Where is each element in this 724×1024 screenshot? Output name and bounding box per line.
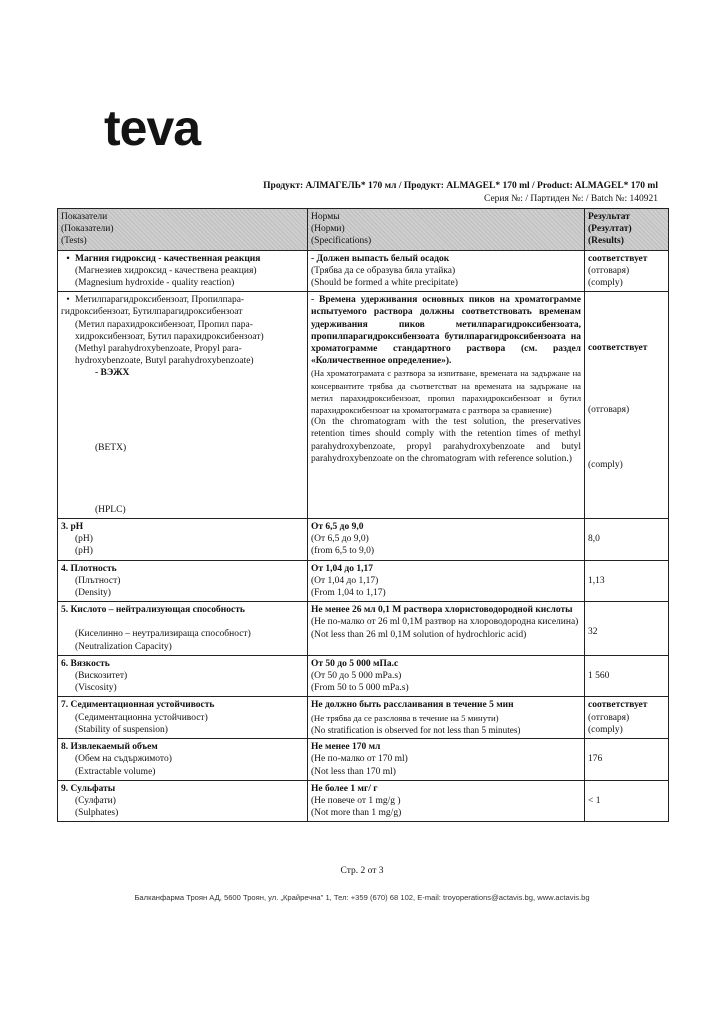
test-name-bg: (Сулфати): [75, 795, 116, 806]
test-name-ru: 9. Сульфаты: [61, 783, 116, 794]
result-value: 1 560: [588, 670, 610, 681]
header-tests-en: (Tests): [61, 236, 87, 247]
spec-en: (From 1,04 to 1,17): [311, 588, 386, 599]
test-name-ru: 3. рН: [61, 522, 84, 533]
result-bg: (отговаря): [588, 712, 630, 723]
test-name-bg: (Вискозитет): [75, 671, 128, 682]
method-en: (HPLC): [95, 504, 126, 515]
result-cell: [585, 655, 669, 697]
spec-en: (On the chromatogram with the test solution, the preservatives retention times should comply with the retention times of methyl parahydroxybenzoate, propyl parahydroxybenzoate and butyl parahydroxybenzoate on the chromatogram with reference solution.): [311, 417, 581, 464]
test-cell: [58, 655, 308, 697]
test-name-ru: 5. Кислото – нейтрализующая способность: [61, 605, 245, 616]
table-row: [58, 519, 669, 561]
test-name-en: (Sulphates): [75, 808, 119, 819]
test-name-bg: (Метил парахидроксибензоат, Пропил пара-хидроксибензоат, Бутил парахидроксибензоат): [75, 319, 264, 342]
spec-bg: (Не трябва да се разслоява в течение на 5 минути): [311, 712, 499, 723]
table-row: [58, 292, 669, 519]
spec-cell: [308, 697, 585, 739]
result-value: 8,0: [588, 534, 600, 545]
result-value: 176: [588, 754, 603, 765]
result-cell: [585, 697, 669, 739]
table-header-row: [58, 209, 669, 251]
test-cell: [58, 602, 308, 656]
test-name-bg: (Обем на съдържимото): [75, 754, 172, 765]
test-name-bg: (Киселинно – неутрализираща способност): [75, 629, 251, 640]
spec-ru: Не менее 170 мл: [311, 742, 381, 753]
test-cell: [58, 739, 308, 781]
spec-cell: [308, 780, 585, 822]
result-cell: [585, 519, 669, 561]
result-value: 32: [588, 627, 598, 638]
header-results: [585, 209, 669, 251]
test-name-ru: 8. Извлекаемый объем: [61, 742, 158, 753]
header-specs: [308, 209, 585, 251]
header-results-en: (Results): [588, 236, 624, 247]
result-value: 1,13: [588, 575, 605, 586]
test-cell: [58, 780, 308, 822]
result-cell: [585, 560, 669, 602]
test-name-en: (Magnesium hydroxide - quality reaction): [75, 278, 235, 289]
spec-en: (Not less than 170 ml): [311, 766, 396, 777]
test-name-bg: (Магнезиев хидроксид - качествена реакция): [75, 265, 257, 276]
test-cell: [58, 560, 308, 602]
header-specs-ru: Нормы: [311, 212, 340, 222]
bullet-icon: •: [66, 253, 70, 264]
result-bg: (отговаря): [588, 405, 630, 416]
spec-ru: От 6,5 до 9,0: [311, 522, 364, 533]
result-cell: [585, 250, 669, 292]
spec-cell: [308, 655, 585, 697]
test-name-ru: Метилпарагидроксибензоат, Пропилпара-гидроксибензоат, Бутилпарагидроксибензоат: [61, 295, 245, 318]
spec-cell: [308, 739, 585, 781]
company-address: Балканфарма Троян АД, 5600 Троян, ул. „Крайречна" 1, Тел: +359 (670) 68 102, E-mail: troyoperations@actavis.bg, www.actavis.bg: [134, 893, 590, 902]
test-name-en: (Methyl parahydroxybenzoate, Propyl para-hydroxybenzoate, Butyl parahydroxybenzoate): [75, 344, 254, 367]
batch-line: Серия №: / Партиден №: / Batch №: 140921: [484, 194, 658, 204]
spec-bg: (Не по-малко от 170 ml): [311, 754, 408, 765]
test-name-bg: (Седиментационна устойчивост): [75, 712, 208, 723]
header-results-bg: (Резултат): [588, 224, 632, 235]
spec-bg: (От 50 до 5 000 mPa.s): [311, 671, 402, 682]
header-results-ru: Результат: [588, 212, 630, 222]
spec-ru: Не должно быть расслаивания в течение 5 мин: [311, 700, 514, 711]
result-value: < 1: [588, 795, 601, 806]
test-name-en: (Viscosity): [75, 683, 117, 694]
header-tests-ru: Показатели: [61, 212, 108, 222]
header-specs-bg: (Норми): [311, 224, 345, 235]
test-name-ru: 6. Вязкость: [61, 658, 110, 669]
spec-en: (Not less than 26 ml 0,1M solution of hydrochloric acid): [311, 629, 527, 640]
method-bg: (ВЕТХ): [95, 442, 127, 453]
test-name-ru: 7. Седиментационная устойчивость: [61, 700, 215, 711]
spec-bg: (Не по-малко от 26 ml 0,1M разтвор на хлороводородна киселина): [311, 617, 579, 628]
spec-en: (No stratification is observed for not less than 5 minutes): [311, 724, 521, 735]
test-name-en: (Neutralization Capacity): [75, 641, 172, 652]
test-cell: [58, 697, 308, 739]
spec-cell: [308, 519, 585, 561]
result-cell: [585, 292, 669, 519]
spec-bg: (Трябва да се образува бяла утайка): [311, 265, 456, 276]
table-row: [58, 250, 669, 292]
test-name-en: (pH): [75, 546, 93, 557]
teva-logo: teva: [104, 100, 201, 156]
spec-cell: [308, 602, 585, 656]
test-cell: [58, 250, 308, 292]
table-row: [58, 655, 669, 697]
header-tests-bg: (Показатели): [61, 224, 114, 235]
page-number: Стр. 2 от 3: [340, 866, 384, 876]
specification-table: [57, 208, 669, 822]
bullet-icon: •: [66, 295, 70, 306]
table-row: [58, 780, 669, 822]
result-cell: [585, 602, 669, 656]
header-specs-en: (Specifications): [311, 236, 372, 247]
spec-en: (Not more than 1 mg/g): [311, 808, 402, 819]
result-ru: соответствует: [588, 343, 648, 354]
test-cell: [58, 292, 308, 519]
test-name-ru: 4. Плотность: [61, 563, 117, 574]
result-cell: [585, 780, 669, 822]
spec-bg: (От 6,5 до 9,0): [311, 534, 369, 545]
result-cell: [585, 739, 669, 781]
spec-cell: [308, 560, 585, 602]
test-name-en: (Stability of suspension): [75, 724, 168, 735]
spec-cell: [308, 292, 585, 519]
spec-bg: (Не повече от 1 mg/g ): [311, 795, 401, 806]
spec-en: (from 6,5 to 9,0): [311, 546, 375, 557]
table-row: [58, 560, 669, 602]
header-tests: [58, 209, 308, 251]
product-line: Продукт: АЛМАГЕЛЬ* 170 мл / Продукт: ALMAGEL* 170 ml / Product: ALMAGEL* 170 ml: [263, 181, 658, 191]
spec-ru: - Времена удерживания основных пиков на хроматограмме испытуемого раствора должны соответствовать временам удерживания пиков метилпарагидроксибензоата, пропилпарагидроксибензоата бутилпарагидроксибензоата на хроматограмме стандартного раствора (см. раздел «Количественное определение»).: [311, 295, 581, 367]
result-ru: соответствует: [588, 700, 648, 711]
table-row: [58, 602, 669, 656]
table-row: [58, 697, 669, 739]
spec-bg: (От 1,04 до 1,17): [311, 575, 379, 586]
spec-en: (Should be formed a white precipitate): [311, 278, 458, 289]
spec-en: (From 50 to 5 000 mPa.s): [311, 683, 409, 694]
test-name-ru: Магния гидроксид - качественная реакция: [75, 253, 261, 264]
result-bg: (отговаря): [588, 265, 630, 276]
result-en: (comply): [588, 278, 623, 289]
test-name-bg: (pH): [75, 534, 93, 545]
result-en: (comply): [588, 459, 623, 470]
spec-ru: От 50 до 5 000 мПа.с: [311, 658, 399, 669]
test-name-en: (Extractable volume): [75, 766, 156, 777]
spec-ru: От 1,04 до 1,17: [311, 563, 373, 574]
method-ru: - ВЭЖХ: [95, 368, 130, 379]
spec-ru: Не более 1 мг/ г: [311, 783, 378, 794]
result-ru: соответствует: [588, 253, 648, 264]
result-en: (comply): [588, 724, 623, 735]
spec-bg: (На хроматограмата с разтвора за изпитване, времената на задържане на консервантите трябва да съответстват на времената на задържане на метил парахидроксибензоат, пропил парахидроксибензоат и бутил парахидроксибензоат на хроматограмата с разтвора за сравнение): [311, 368, 581, 416]
spec-ru: Не менее 26 мл 0,1 М раствора хлористоводородной кислоты: [311, 605, 573, 616]
spec-ru: - Должен выпасть белый осадок: [311, 253, 450, 264]
test-name-en: (Density): [75, 588, 111, 599]
spec-cell: [308, 250, 585, 292]
table-row: [58, 739, 669, 781]
test-name-bg: (Плътност): [75, 575, 121, 586]
test-cell: [58, 519, 308, 561]
